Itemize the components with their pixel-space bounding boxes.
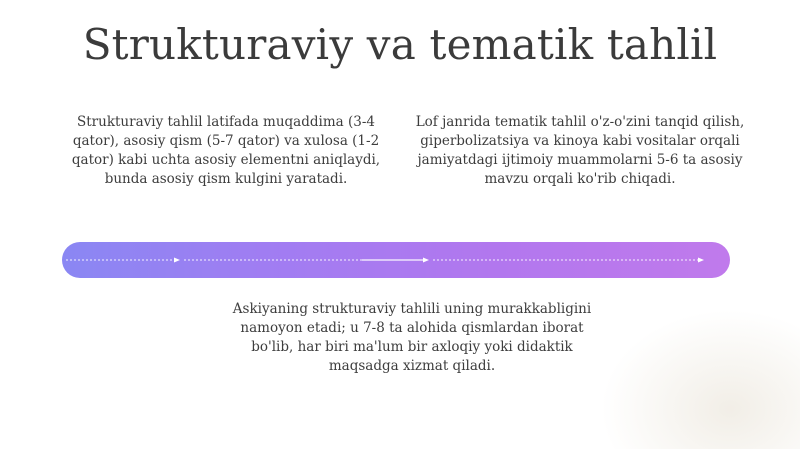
arrow-icon <box>423 258 429 263</box>
thematic-analysis-text: Lof janrida tematik tahlil o'z-o'zini tanqid qilish, giperbolizatsiya va kinoya kabi vositalar orqali jamiyatdagi ijtimoiy muammolarni 5-6 ta asosiy mavzu orqali ko'rib chiqadi. <box>415 114 745 187</box>
structural-analysis-text: Strukturaviy tahlil latifada muqaddima (3-4 qator), asosiy qism (5-7 qator) va xulosa (1-2 qator) kabi uchta asosiy elementni aniqlaydi, bunda asosiy qism kulgini yaratadi. <box>71 114 381 187</box>
page-title: Strukturaviy va tematik tahlil <box>82 20 718 69</box>
arrow-icon <box>698 258 704 263</box>
background-glow <box>600 309 800 449</box>
arrow-icon <box>174 258 180 263</box>
timeline-bar <box>62 242 730 278</box>
timeline-arrows <box>62 242 730 278</box>
askiya-analysis-text: Askiyaning strukturaviy tahlili uning murakkabligini namoyon etadi; u 7-8 ta alohida qismlardan iborat bo'lib, har biri ma'lum bir axloqiy yoki didaktik maqsadga xizmat qiladi. <box>232 301 592 374</box>
